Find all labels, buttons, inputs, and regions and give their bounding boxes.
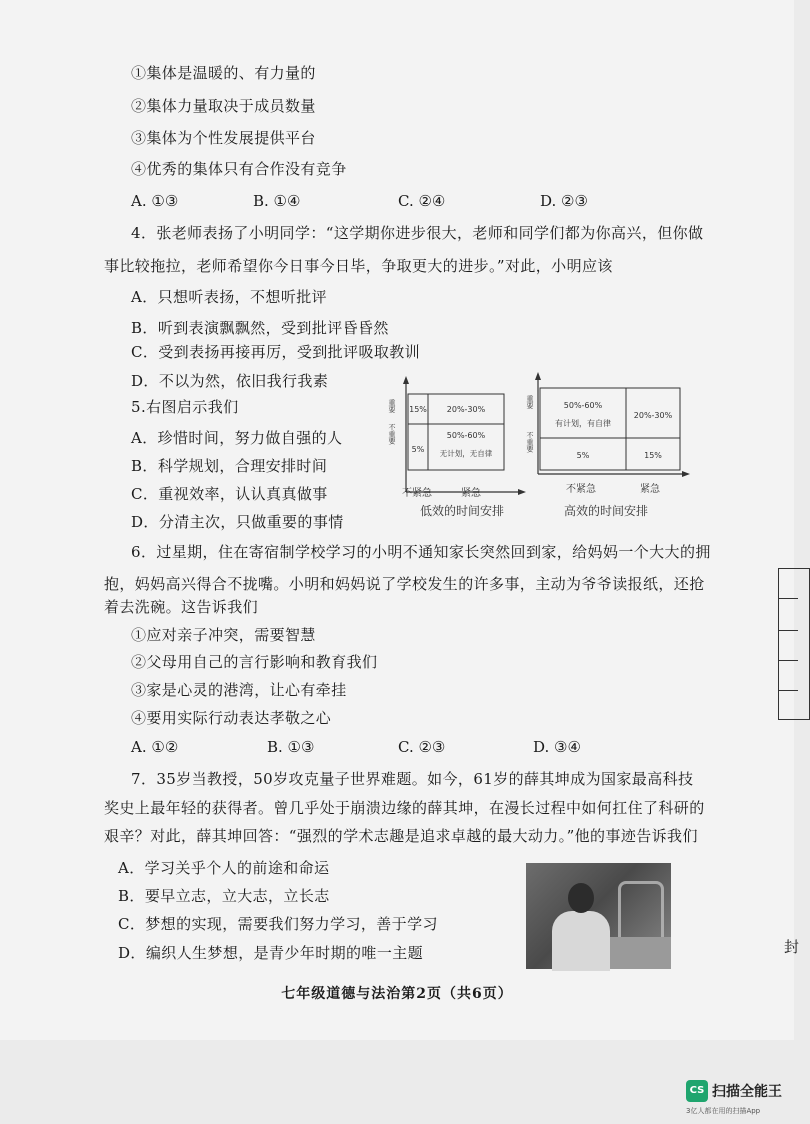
page-footer: 七年级道德与法治第2页（共6页）: [281, 986, 513, 1002]
edge-character: 封: [784, 938, 800, 956]
chart2-y-arrow: [535, 372, 541, 380]
q3-choice-b: B. ①④: [253, 192, 301, 210]
chart1-xlabel-urgent: 紧急: [461, 488, 481, 499]
chart1-cell-text-2: 20%-30%: [446, 405, 486, 414]
chart1-cell-text-3: 5%: [411, 445, 425, 454]
person-body-shape: [552, 911, 610, 971]
chart2-x-arrow: [682, 471, 690, 477]
q5-choice-d: D．分清主次，只做重要的事情: [131, 513, 344, 531]
q3-item-4: ④优秀的集体只有合作没有竞争: [131, 160, 347, 178]
chart1-cell-text-4b: 无计划，无自律: [439, 449, 493, 458]
scientist-photo: [526, 863, 671, 969]
chart1-cell-text-1: 15%: [409, 405, 427, 414]
q3-choice-d: D. ②③: [540, 192, 588, 210]
chart1-title: 低效的时间安排: [420, 504, 505, 518]
scanner-watermark: [686, 1078, 792, 1118]
chart2-xlabel-urgent: 紧急: [640, 484, 660, 495]
chart2-cell-text-1b: 有计划，有自律: [555, 419, 611, 428]
q7-stem-line-3: 艰辛？对此，薛其坤回答：“强烈的学术志趣是追求卓越的最大动力。”他的事迹告诉我们: [104, 827, 698, 845]
chart1-ylabel-important: 重要: [388, 399, 396, 413]
q6-choice-b: B. ①③: [267, 738, 315, 756]
chart-high-efficiency: [522, 372, 690, 476]
chart2-ylabel-unimportant: 不重要: [526, 431, 534, 453]
q5-choice-a: A．珍惜时间，努力做自强的人: [131, 429, 343, 447]
q7-choice-a: A．学习关乎个人的前途和命运: [118, 859, 330, 877]
q4-choice-a: A．只想听表扬，不想听批评: [131, 288, 328, 306]
q4-choice-b: B．听到表演飘飘然，受到批评昏昏然: [131, 319, 389, 337]
q3-item-2: ②集体力量取决于成员数量: [131, 97, 316, 115]
q6-stem-line-3: 着去洗碗。这告诉我们: [104, 598, 259, 616]
q6-stem-line-1: 6．过星期，住在寄宿制学校学习的小明不通知家长突然回到家，给妈妈一个大大的拥: [131, 543, 711, 561]
edge-table-fragment: [778, 568, 810, 720]
edge-table-line: [778, 598, 798, 599]
chart1-y-arrow: [403, 376, 409, 384]
q3-choice-a: A. ①③: [131, 192, 179, 210]
q4-choice-c: C．受到表扬再接再厉，受到批评吸取教训: [131, 343, 421, 361]
q6-item-1: ①应对亲子冲突，需要智慧: [131, 626, 316, 644]
chart1-cell-text-4a: 50%-60%: [446, 431, 486, 440]
q7-choice-c: C．梦想的实现，需要我们努力学习，善于学习: [118, 915, 438, 933]
chart2-ylabel-important: 重要: [526, 395, 534, 409]
edge-table-line: [778, 690, 798, 691]
q3-item-3: ③集体为个性发展提供平台: [131, 129, 316, 147]
watermark-title: 扫描全能王: [712, 1084, 782, 1100]
chart2-cell-text-2: 20%-30%: [633, 411, 673, 420]
q6-item-2: ②父母用自己的言行影响和教育我们: [131, 653, 378, 671]
watermark-subtitle: 3亿人都在用的扫描App: [686, 1107, 761, 1115]
edge-table-line: [778, 630, 798, 631]
chart2-title: 高效的时间安排: [564, 504, 649, 518]
q7-choice-d: D．编织人生梦想，是青少年时期的唯一主题: [118, 944, 424, 962]
q6-choice-a: A. ①②: [131, 738, 179, 756]
q6-choice-c: C. ②③: [398, 738, 446, 756]
q5-choice-c: C．重视效率，认认真真做事: [131, 485, 328, 503]
person-head-shape: [568, 883, 594, 913]
edge-table-line: [778, 660, 798, 661]
chart1-xlabel-not-urgent: 不紧急: [402, 488, 432, 499]
q4-stem-line-2: 事比较拖拉，老师希望你今日事今日毕，争取更大的进步。”对此，小明应该: [104, 257, 613, 275]
q6-choice-d: D. ③④: [533, 738, 581, 756]
chart2-cell-text-3: 5%: [576, 451, 590, 460]
chart-low-efficiency: [386, 376, 526, 494]
chart1-ylabel-unimportant: 不重要: [388, 423, 396, 445]
q3-choice-c: C. ②④: [398, 192, 446, 210]
q6-stem-line-2: 抱，妈妈高兴得合不拢嘴。小明和妈妈说了学校发生的许多事，主动为爷爷读报纸，还抢: [104, 575, 705, 593]
chart2-cell-text-1a: 50%-60%: [563, 401, 603, 410]
q4-choice-d: D．不以为然，依旧我行我素: [131, 372, 329, 390]
chart2-cell-text-4: 15%: [644, 451, 662, 460]
chart1-x-arrow: [518, 489, 526, 495]
camscanner-logo-icon: CS: [686, 1080, 708, 1102]
q7-stem-line-2: 奖史上最年轻的获得者。曾几乎处于崩溃边缘的薛其坤，在漫长过程中如何扛住了科研的: [104, 799, 705, 817]
q3-item-1: ①集体是温暖的、有力量的: [131, 64, 316, 82]
q7-choice-b: B．要早立志，立大志，立长志: [118, 887, 330, 905]
q5-stem: 5.右图启示我们: [131, 398, 239, 416]
chart2-xlabel-not-urgent: 不紧急: [566, 484, 596, 495]
q6-item-3: ③家是心灵的港湾，让心有牵挂: [131, 681, 347, 699]
q5-choice-b: B．科学规划，合理安排时间: [131, 457, 328, 475]
chart2-cell-important-not-urgent: [540, 388, 626, 438]
q6-item-4: ④要用实际行动表达孝敬之心: [131, 709, 332, 727]
q7-stem-line-1: 7．35岁当教授，50岁攻克量子世界难题。如今，61岁的薛其坤成为国家最高科技: [131, 770, 694, 788]
q4-stem-line-1: 4．张老师表扬了小明同学：“这学期你进步很大，老师和同学们都为你高兴，但你做: [131, 224, 704, 242]
